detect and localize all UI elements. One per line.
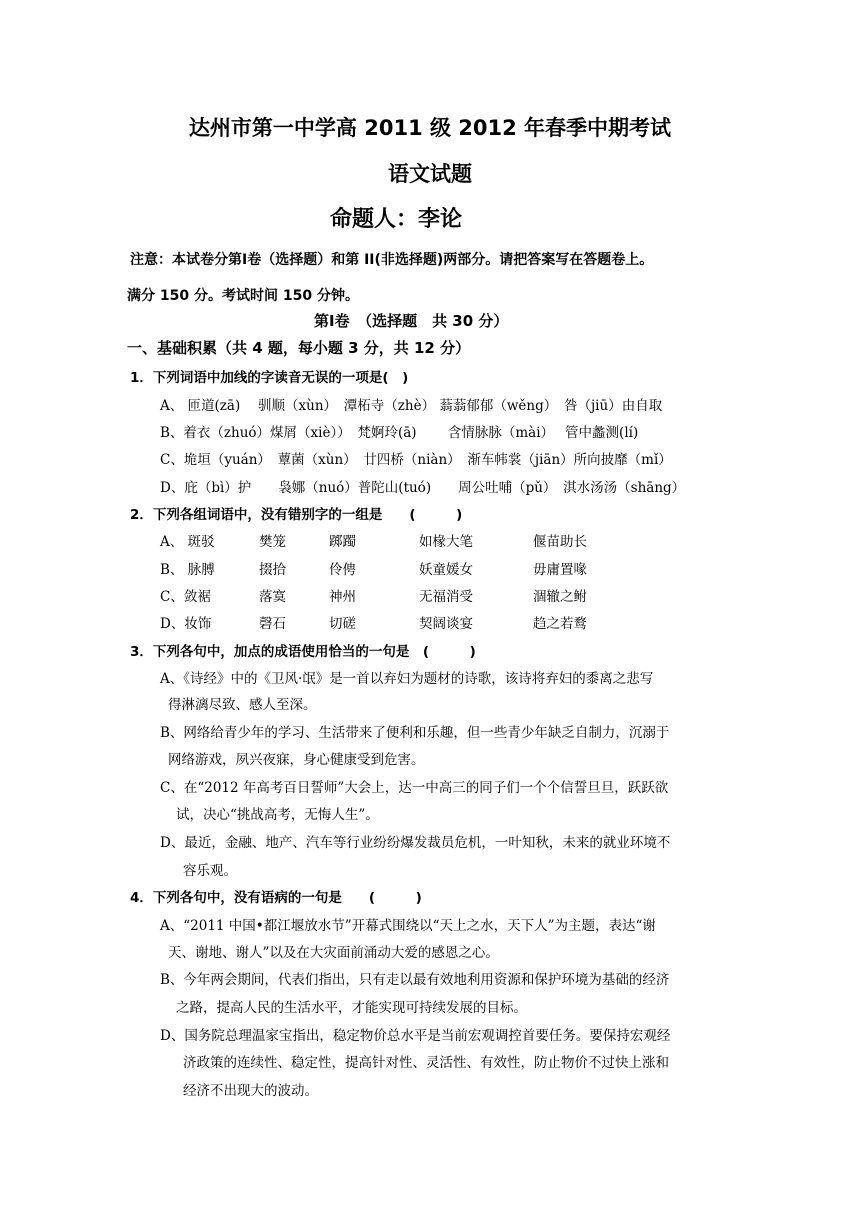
q3-option-b-line-1: B、网络给青少年的学习、生活带来了便利和乐趣，但一些青少年缺乏自制力，沉溺于 [160,725,670,741]
q2-c-word-1: C、敛裾 [160,589,211,605]
q2-d-word-2: 磬石 [259,616,286,632]
q4-option-a-line-2: 天、谢地、谢人”以及在大灾面前涌动大爱的感恩之心。 [168,945,499,961]
q3-option-d-line-2: 容乐观。 [183,863,237,879]
q4-option-b-line-2: 之路，提高人民的生活水平，才能实现可持续发展的目标。 [176,1000,527,1016]
notice-line-1: 注意：本试卷分第Ⅰ卷（选择题）和第 II(非选择题)两部分。请把答案写在答题卷上。 [130,252,654,268]
exam-title: 达州市第一中学高 2011 级 2012 年春季中期考试 [188,116,672,140]
q2-a-word-3: 踯躅 [329,534,356,550]
q2-c-word-3: 神州 [329,589,356,605]
q4-stem: 4．下列各句中，没有语病的一句是 ( ) [130,890,422,906]
q2-c-word-5: 涸辙之鲋 [533,589,587,605]
q2-b-word-4: 妖童媛女 [419,562,473,578]
q2-c-word-2: 落寞 [259,589,286,605]
q1-option-b: B、着衣（zhuó）煤屑（xiè）） 梵婀玲(ā) 含情脉脉（mài） 管中蠡测(lí) [160,425,639,441]
q4-option-d-line-3: 经济不出现大的波动。 [183,1083,318,1099]
q3-option-b-line-2: 网络游戏，夙兴夜寐，身心健康受到危害。 [168,752,425,768]
q4-option-a-line-1: A、“2011 中国•都江堰放水节”开幕式围绕以“天上之水，天下人”为主题，表达“谢 [160,918,656,934]
q1-option-d: D、庇（bì）护 袅娜（nuó）普陀山(tuó) 周公吐哺（pǔ） 淇水汤汤（shāng） [160,480,686,496]
q2-b-word-5: 毋庸置喙 [533,562,587,578]
q3-option-a-line-1: A、《诗经》中的《卫风·氓》是一首以弃妇为题材的诗歌，该诗将弃妇的黍离之悲写 [160,671,654,687]
q1-option-c: C、垝垣（yuán） 蕈菌（xùn） 廿四桥（niàn） 渐车帏裳（jiān）所向披靡（mǐ） [160,452,672,468]
q2-d-word-5: 趋之若鹜 [533,616,587,632]
q4-option-d-line-1: D、国务院总理温家宝指出，稳定物价总水平是当前宏观调控首要任务。要保持宏观经 [160,1028,671,1044]
notice-line-2: 满分 150 分。考试时间 150 分钟。 [127,288,359,304]
q2-d-word-1: D、妆饰 [160,616,212,632]
q2-d-word-3: 切磋 [329,616,356,632]
part1-title: 第Ⅰ卷 （选择题 共 30 分） [314,312,509,330]
exam-author: 命题人：李论 [330,207,463,232]
exam-subtitle: 语文试题 [388,162,472,186]
q2-b-word-3: 伶俜 [329,562,356,578]
q1-stem: 1．下列词语中加线的字读音无误的一项是( ) [130,370,409,386]
q2-a-word-1: A、 斑驳 [160,534,215,550]
q4-option-b-line-1: B、今年两会期间，代表们指出，只有走以最有效地利用资源和保护环境为基础的经济 [160,972,670,988]
q4-option-d-line-2: 济政策的连续性、稳定性，提高针对性、灵活性、有效性，防止物价不过快上涨和 [183,1055,669,1071]
q3-stem: 3．下列各句中，加点的成语使用恰当的一句是 ( ) [130,644,476,660]
section-1-heading: 一、基础积累（共 4 题，每小题 3 分，共 12 分） [127,339,471,357]
q1-option-a: A、 匝道(zā) 驯顺（xùn） 潭柘寺（zhè） 蓊蓊郁郁（wěng） 咎（jiū）由自取 [160,398,663,414]
q3-option-c-line-1: C、在“2012 年高考百日誓师”大会上，达一中高三的同子们一个个信誓旦旦，跃跃欲 [160,780,669,796]
q2-a-word-5: 偃苗助长 [533,534,587,550]
q3-option-d-line-1: D、最近，金融、地产、汽车等行业纷纷爆发裁员危机，一叶知秋，未来的就业环境不 [160,835,671,851]
q3-option-a-line-2: 得淋漓尽致、感人至深。 [168,697,317,713]
q2-c-word-4: 无福消受 [419,589,473,605]
q2-b-word-1: B、 脉膊 [160,562,215,578]
q2-d-word-4: 契阔谈宴 [419,616,473,632]
q2-stem: 2．下列各组词语中，没有错别字的一组是 ( ) [130,507,463,523]
q2-a-word-4: 如椽大笔 [419,534,473,550]
q3-option-c-line-2: 试，决心“挑战高考，无悔人生”。 [176,807,379,823]
q2-b-word-2: 掇拾 [259,562,286,578]
q2-a-word-2: 樊笼 [259,534,286,550]
